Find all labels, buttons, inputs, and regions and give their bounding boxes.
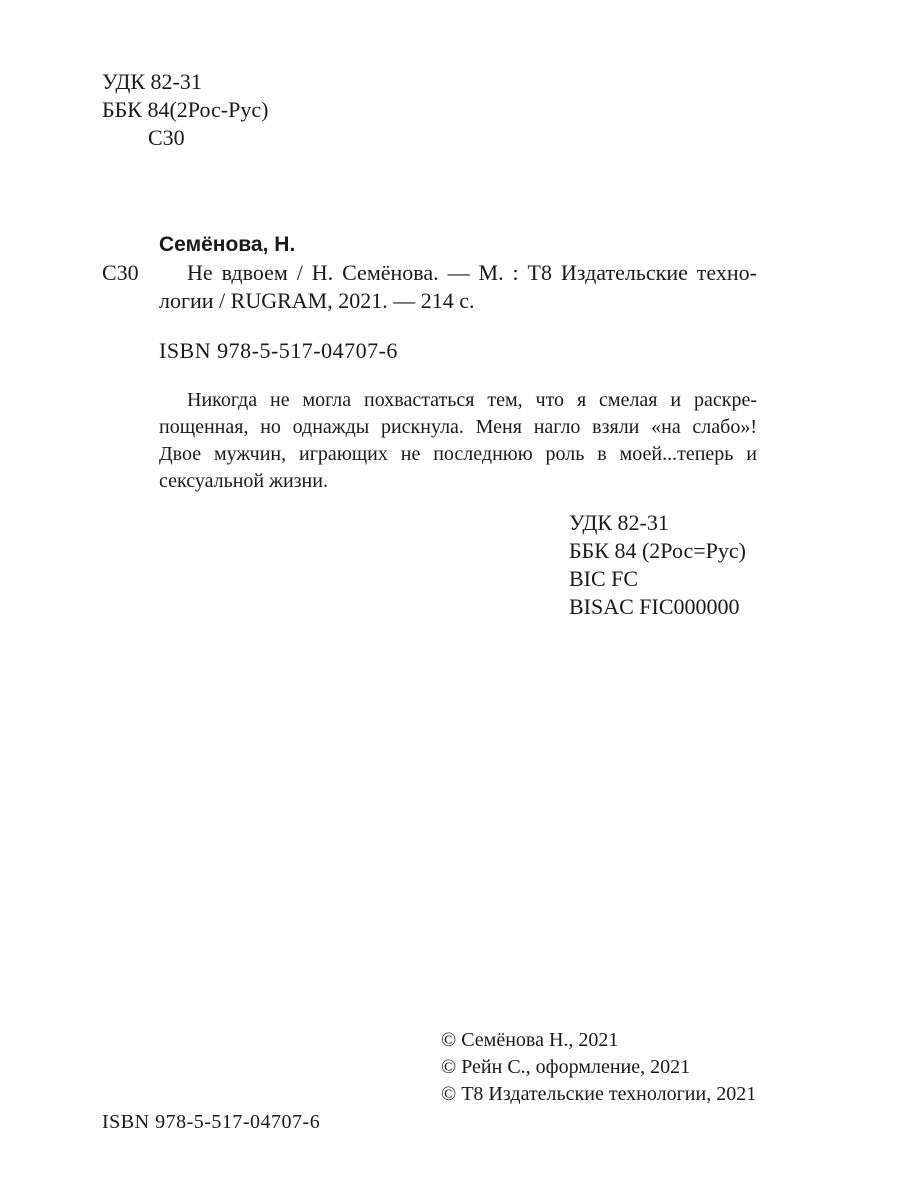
bibliographic-entry (159, 231, 757, 315)
udk-code-right: УДК 82-31 (569, 510, 669, 535)
bisac-code: BISAC FIC000000 (569, 594, 740, 619)
annotation-line: Никогда не могла похвастаться тем, что я смелая и раскре- (187, 389, 757, 411)
author-mark-top: С30 (148, 125, 185, 150)
annotation-line: пощенная, но однажды рискнула. Меня нагло взяли «на слабо»! (159, 416, 757, 438)
bbk-code-right: ББК 84 (2Рос=Рус) (569, 538, 746, 563)
right-classification-block (569, 509, 746, 621)
copyright-line: © Семёнова Н., 2021 (441, 1029, 619, 1051)
annotation-block (159, 387, 757, 495)
entry-author: Семёнова, Н. (159, 233, 296, 256)
bic-code: BIC FC (569, 566, 639, 591)
entry-description-line-1: Не вдвоем / Н. Семёнова. — М. : Т8 Издательские техно- (187, 260, 757, 285)
udk-code-top: УДК 82-31 (102, 69, 202, 94)
annotation-line: сексуальной жизни. (159, 470, 328, 492)
copyright-block (441, 1027, 756, 1108)
isbn-bottom: ISBN 978-5-517-04707-6 (102, 1111, 321, 1133)
copyright-line: © Рейн С., оформление, 2021 (441, 1056, 691, 1078)
entry-author-mark: С30 (102, 260, 139, 285)
entry-description-line-2: логии / RUGRAM, 2021. — 214 с. (159, 288, 475, 313)
bbk-code-top: ББК 84(2Рос-Рус) (102, 97, 269, 122)
annotation-line: Двое мужчин, играющих не последнюю роль в моей...теперь и (159, 443, 757, 465)
copyright-line: © Т8 Издательские технологии, 2021 (441, 1083, 757, 1105)
isbn-main: ISBN 978-5-517-04707-6 (159, 338, 398, 363)
top-classification-block (102, 68, 268, 152)
